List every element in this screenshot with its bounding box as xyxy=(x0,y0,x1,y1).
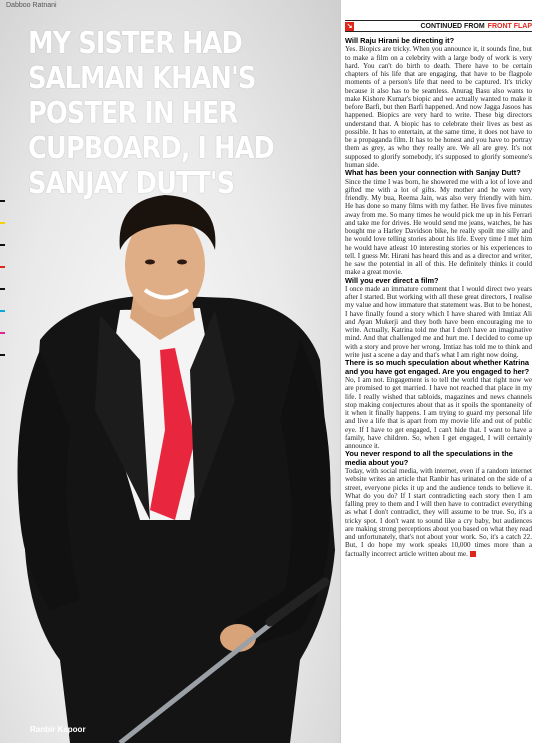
interview-answer: Yes. Biopics are tricky. When you announce it, it sounds fine, but to make a film on a celebrity with a large body of work is very hard. You can't do birth to death. There have to be certain chapters of his life that are engaging, that have to be flagpole moments of a person's life that need to be captured. It's tricky because it also has to be seamless. Anurag Basu also wants to make Kishore Kumar's biopic and we actually wanted to make it before Barfi, but then Barfi happened. And now Jagga Jasoos has happened. Biopics are very hard to write. These big directors understand that. A biopic has to celebrate their lives as best as possible. It has to entertain, at the same time, it does not have to be a propaganda film. It has to be honest and you have to portray them as grey, as who they really are. We all are grey. It's not supposed to glorify somebody, it's supposed to glorify someone's human side. xyxy=(345,45,532,169)
interview-question: What has been your connection with Sanjay Dutt? xyxy=(345,168,521,178)
continued-prefix: CONTINUED FROM xyxy=(420,22,485,30)
column-divider xyxy=(340,0,341,743)
right-eye xyxy=(177,260,187,265)
continued-banner xyxy=(345,20,532,32)
photo-caption: Ranbir Kapoor xyxy=(30,725,86,734)
interview-question: You never respond to all the speculations in the media about you? xyxy=(345,449,513,467)
interview-question: Will you ever direct a film? xyxy=(345,275,439,285)
headline: MY SISTER HAD SALMAN KHAN'S POSTER IN HER CUPBOARD, I HAD SANJAY DUTT'S xyxy=(28,26,274,201)
portrait-illustration xyxy=(0,190,340,743)
continued-source: FRONT FLAP xyxy=(487,22,532,30)
interview-answer: Since the time I was born, he showered me with a lot of love and gifted me with a lot of gifts. My mother and he were very friendly. My bua, Reema Jain, was also very friendly with him. He has done so many films with my father. He lives five minutes away from me. So many times he would pick me up in his Ferrari and take me for drives. He would send me jeans, watches, he has bought me a Harley Davidson bike, he really spoilt me silly and he would love telling stories about his life. Every time I met him he would have atleast 10 interesting stories or his experiences to tell. I guess Mr. Hirani has heard this and as a director and writer, he saw the potential in all of this. He definitely thinks it could make a great movie. xyxy=(345,177,532,277)
interview-answer: I once made an immature comment that I would direct two years after I started. But working with all these great directors, I realise my value and how immature that statement was. But to be honest, I have finally found a story which I have shared with Imtiaz Ali and Ayan Mukerji and they both have been encouraging me to write. Actually, Katrina told me that I don't have an imaginative mind. And that challenged me and hurt me. I decided to come up with a story and prove her wrong. Imtiaz has told me to think and write just a scene a day and that's what I am right now doing. xyxy=(345,284,532,359)
left-eye xyxy=(145,260,155,265)
article-body xyxy=(345,37,532,558)
arrow-icon: ↘ xyxy=(346,23,353,30)
interview-question: There is so much speculation about whether Katrina and you have got engaged. Are you engaged to her? xyxy=(345,358,530,376)
interview-question: Will Raju Hirani be directing it? xyxy=(345,36,455,45)
interview-answer: Today, with social media, with internet, even if a random internet website writes an article that Ranbir has urinated on the side of a street, everyone picks it up and the audience tends to believe it. What do you do? If I start contradicting each story then I am falling prey to them and I will then have to contradict everything as what I don't contradict, they will assume to be true. So, it's a tricky spot. I don't want to sound like a cry baby, but audiences are making strong perceptions about you based on what they read and unfortunately, that's not about your work. So, it's a catch 22. But, I do hope my work speaks 10,000 times more than a factually incorrect article written about me. xyxy=(345,467,532,558)
interview-answer: No, I am not. Engagement is to tell the world that right now we are promised to get married. I have not reached that place in my life. I really wished that tabloids, magazines and news channels stop making conjectures about that as it spoils the spontaneity of it when it finally happens. I am trying to guard my personal life and live a life that is apart from my movie life and out of public eye. If I have to get engaged, I can't hide that. I want to have a family, have children. So, when I get engaged, I will certainly announce it. xyxy=(345,376,532,451)
end-mark-icon xyxy=(470,551,476,557)
photo-credit: Dabboo Ratnani xyxy=(6,2,57,9)
